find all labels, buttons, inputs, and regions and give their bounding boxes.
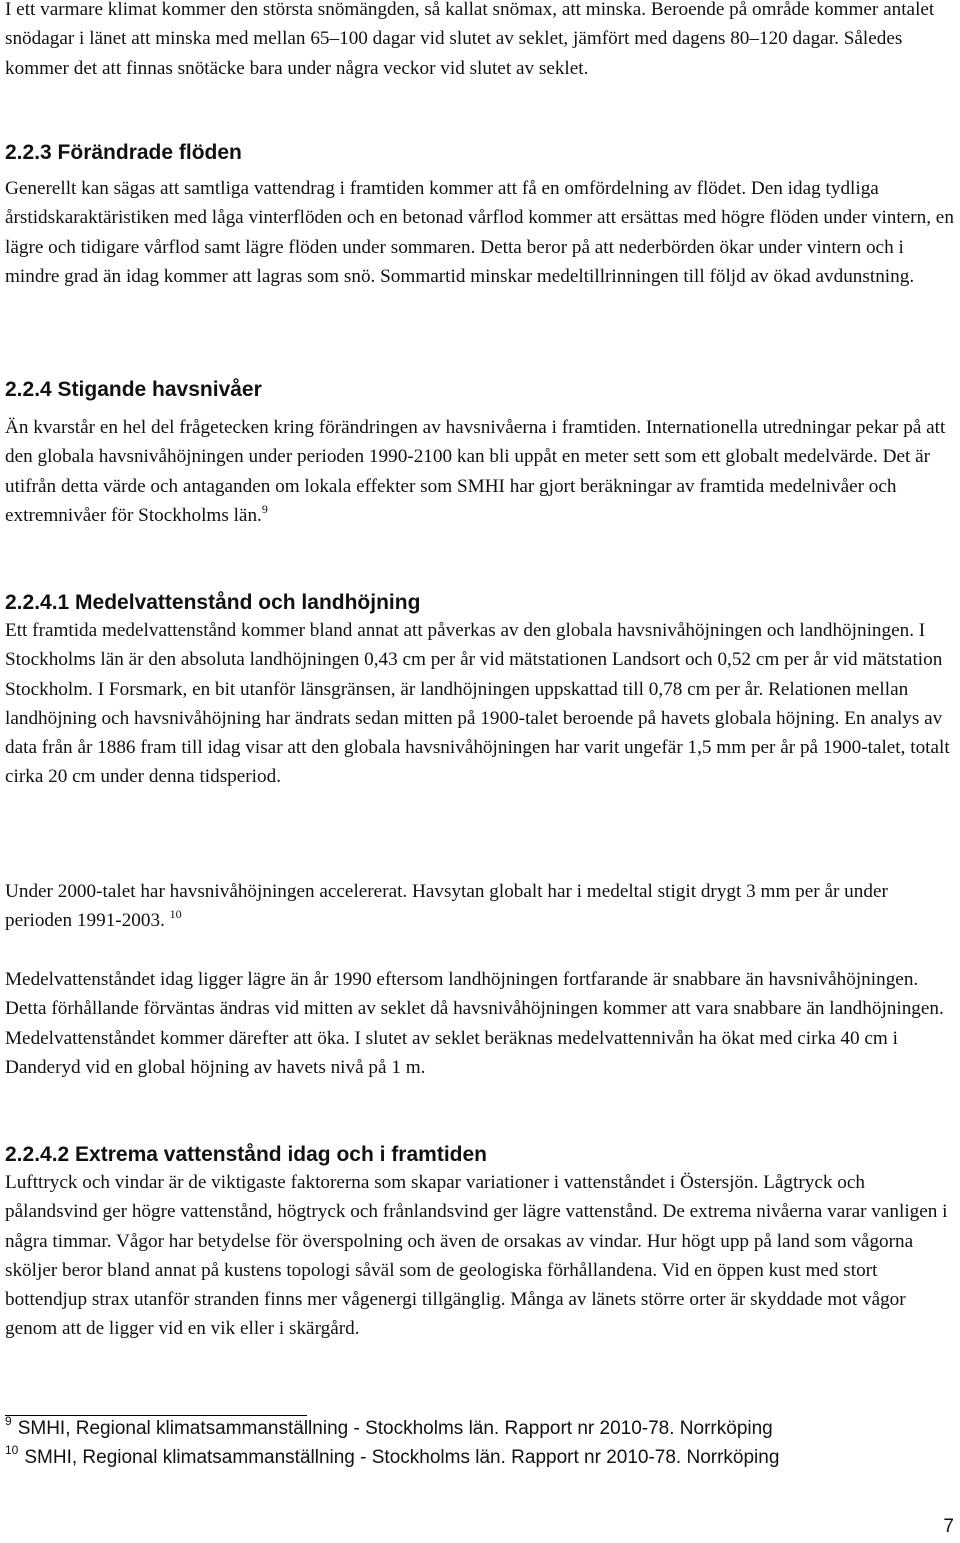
footnote-ref-10[interactable]: 10 bbox=[169, 907, 182, 922]
footnote-number: 9 bbox=[5, 1414, 12, 1428]
paragraph-text: Ett framtida medelvattenstånd kommer bland annat att påverkas av den globala havsnivåhöjningen och landhöjningen. I Stockholms län är den absoluta landhöjningen 0,43 cm per år vid mätstationen Landsort och 0,52 cm per år vid mätstation Stockholm. I Forsmark, en bit utanför länsgränsen, är landhöjningen uppskattad till 0,78 cm per år. Relationen mellan landhöjning och havsnivåhöjning har ändrats sedan mitten på 1900-talet beroende på havets globala höjning. En analys av data från år 1886 fram till idag visar att den globala havsnivåhöjningen har varit ungefär 1,5 mm per år på 1900-talet, totalt cirka 20 cm under denna tidsperiod. bbox=[5, 620, 950, 788]
paragraph-text: Än kvarstår en hel del frågetecken kring förändringen av havsnivåerna i framtiden. Internationella utredningar pekar på att den globala havsnivåhöjningen under perioden 1990-2100 kan bli uppåt en meter sett som ett globalt medelvärde. Det är utifrån detta värde och antaganden om lokala effekter som SMHI har gjort beräkningar av framtida medelnivåer och extremnivåer för Stockholms län. bbox=[5, 417, 946, 526]
paragraph-acceleration bbox=[5, 877, 957, 936]
paragraph-extremes bbox=[5, 1168, 957, 1344]
heading-2-2-4-1: 2.2.4.1 Medelvattenstånd och landhöjning bbox=[5, 591, 421, 614]
paragraph-text: Under 2000-talet har havsnivåhöjningen accelererat. Havsytan globalt har i medeltal stigit drygt 3 mm per år under perioden 1991-2003. bbox=[5, 881, 888, 932]
page-number: 7 bbox=[943, 1516, 954, 1537]
footnote-ref-9[interactable]: 9 bbox=[261, 501, 268, 516]
footnote-9 bbox=[5, 1415, 957, 1443]
footnote-text: SMHI, Regional klimatsammanställning - Stockholms län. Rapport nr 2010-78. Norrköping bbox=[17, 1418, 773, 1439]
footnote-10 bbox=[5, 1444, 957, 1472]
heading-2-2-3: 2.2.3 Förändrade flöden bbox=[5, 141, 242, 164]
paragraph-mean-level bbox=[5, 965, 957, 1082]
document-page bbox=[5, 0, 957, 1543]
heading-2-2-4: 2.2.4 Stigande havsnivåer bbox=[5, 378, 262, 401]
paragraph-land-uplift bbox=[5, 616, 957, 792]
paragraph-text: Generellt kan sägas att samtliga vattendrag i framtiden kommer att få en omfördelning av flödet. Den idag tydliga årstidskaraktäristiken med låga vinterflöden och en betonad vårflod kommer att ersättas med högre flöden under vintern, en lägre och tidigare vårflod samt lägre flöden under sommaren. Detta beror på att nederbörden ökar under vintern och i mindre grad än idag kommer att lagras som snö. Sommartid minskar medeltillrinningen till följd av ökad avdunstning. bbox=[5, 178, 954, 287]
paragraph-flows bbox=[5, 174, 957, 291]
paragraph-text: Medelvattenståndet idag ligger lägre än år 1990 eftersom landhöjningen fortfarande är snabbare än havsnivåhöjningen. Detta förhållande förväntas ändras vid mitten av seklet då havsnivåhöjningen kommer att vara snabbare än landhöjningen. Medelvattenståndet kommer därefter att öka. I slutet av seklet beräknas medelvattennivån ha ökat med cirka 40 cm i Danderyd vid en global höjning av havets nivå på 1 m. bbox=[5, 969, 944, 1078]
heading-2-2-4-2: 2.2.4.2 Extrema vattenstånd idag och i framtiden bbox=[5, 1143, 487, 1166]
footnote-text: SMHI, Regional klimatsammanställning - Stockholms län. Rapport nr 2010-78. Norrköping bbox=[24, 1447, 780, 1468]
paragraph-text: Lufttryck och vindar är de viktigaste faktorerna som skapar variationer i vattenståndet i Östersjön. Lågtryck och pålandsvind ger högre vattenstånd, högtryck och frånlandsvind ger lägre vattenstånd. De extrema nivåerna varar vanligen i några timmar. Vågor har betydelse för överspolning och även de orsakas av vindar. Hur högt upp på land som vågorna sköljer beror bland annat på kustens topologi såväl som de geologiska förhållandena. Vid en öppen kust med stort bottendjup strax utanför stranden finns mer vågenergi tillgänglig. Många av länets större orter är skyddade mot vågor genom att de ligger vid en vik eller i skärgård. bbox=[5, 1172, 948, 1340]
footnote-number: 10 bbox=[5, 1443, 19, 1457]
paragraph-snow bbox=[5, 0, 957, 83]
paragraph-text: I ett varmare klimat kommer den största snömängden, så kallat snömax, att minska. Beroende på område kommer antalet snödagar i länet att minska med mellan 65–100 dagar vid slutet av seklet, jämfört med dagens 80–120 dagar. Således kommer det att finnas snötäcke bara under några veckor vid slutet av seklet. bbox=[5, 0, 935, 79]
paragraph-sea-levels bbox=[5, 413, 957, 530]
